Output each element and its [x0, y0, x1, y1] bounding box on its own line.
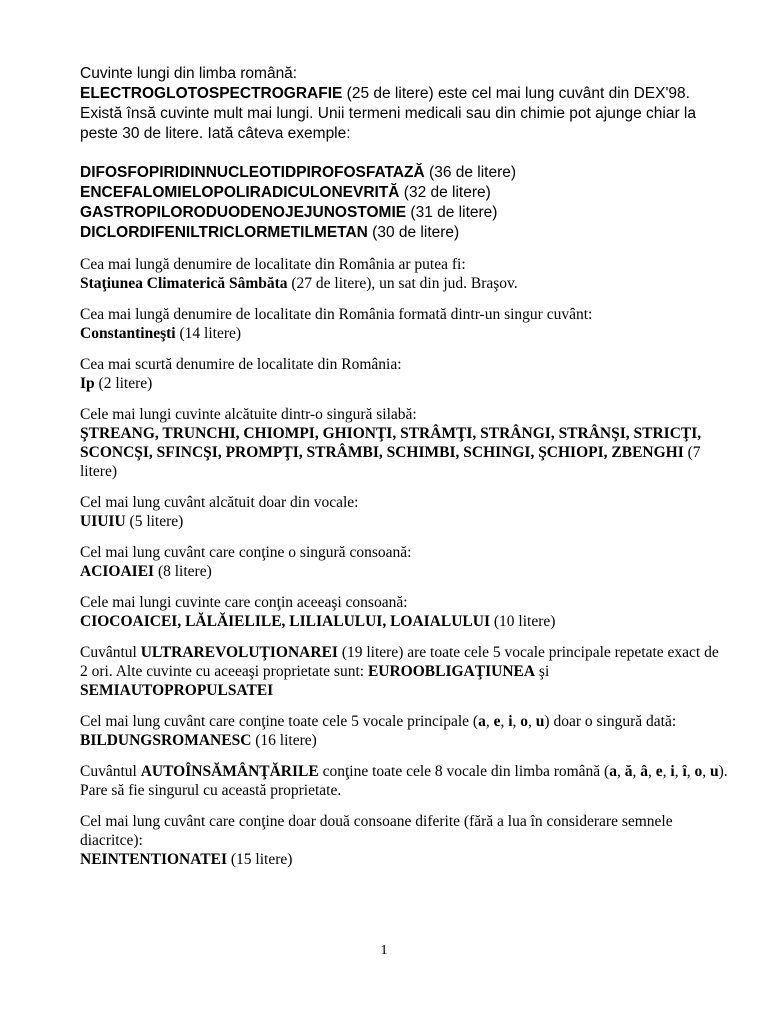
- vowel: ă: [624, 763, 633, 780]
- text: conţine toate cele 8 vocale din limba română (: [318, 763, 610, 780]
- page-number: 1: [380, 943, 388, 958]
- intro-heading: Cuvinte lungi din limba română:: [80, 65, 298, 82]
- vowel: u: [535, 713, 545, 730]
- section-highlight: ULTRAREVOLUŢIONAREI: [140, 644, 338, 661]
- text: Cuvântul: [80, 763, 141, 780]
- intro-paragraph: [80, 64, 730, 144]
- section-intro: Cea mai scurtă denumire de localitate din România:: [80, 356, 402, 373]
- vowel: e: [493, 713, 501, 730]
- section-detail: (10 litere): [490, 613, 556, 630]
- section-highlight: AUTOÎNSĂMÂNŢĂRILE: [140, 763, 319, 780]
- section-five-vowels: Cel mai lung cuvânt care conţine toate cele 5 vocale principale (a, e, i, o, u) doar o singură dată: BILDUNGSROMANESC (16 litere): [80, 713, 677, 749]
- section-only-vowels: [80, 493, 730, 531]
- section-highlight: Constantineşti: [80, 325, 176, 342]
- section-eight-vowels: Cuvântul AUTOÎNSĂMÂNŢĂRILE conţine toate cele 8 vocale din limba română (a, ă, â, e, i, î, o, u). Pare să fie singurul cu această proprietate.: [80, 763, 728, 799]
- vowel: â: [640, 763, 648, 780]
- section-intro: Cel mai lung cuvânt care conţine o singură consoană:: [80, 544, 412, 561]
- section-detail: (16 litere): [251, 732, 317, 749]
- section-detail: (14 litere): [175, 325, 242, 342]
- letter-count: (36 de litere): [424, 164, 517, 181]
- section-detail: (5 litere): [125, 513, 184, 530]
- letter-count: (32 de litere): [399, 184, 491, 201]
- section-highlight: CIOCOAICEI, LĂLĂIELILE, LILIALULUI, LOAIALULUI: [80, 613, 490, 630]
- list-item: [80, 203, 730, 223]
- vowel: o: [694, 763, 703, 780]
- section-highlight: Ip: [80, 375, 95, 392]
- section-one-consonant: [80, 543, 730, 581]
- section-highlight: EUROOBLIGAŢIUNEA: [367, 663, 536, 680]
- vowel: a: [609, 763, 617, 780]
- list-item: [80, 183, 730, 203]
- section-intro: Cele mai lungi cuvinte care conţin aceeaşi consoană:: [80, 594, 408, 611]
- section-ultrarevolutionarei: [80, 643, 730, 700]
- long-words-list: [80, 163, 730, 243]
- section-highlight: BILDUNGSROMANESC: [80, 732, 252, 749]
- vowel: u: [710, 763, 719, 780]
- text: Cuvântul: [80, 644, 141, 661]
- section-same-consonant: [80, 593, 730, 631]
- section-highlight: UIUIU: [80, 513, 126, 530]
- section-highlight: ŞTREANG, TRUNCHI, CHIOMPI, GHIONŢI, STRÂMŢI, STRÂNGI, STRÂNŞI, STRICŢI, SCONCŞI, SFINCŞI, PROMPŢI, STRÂMBI, SCHIMBI, SCHINGI, ŞCHIOPI, ZBENGHI: [80, 425, 702, 461]
- section-two-consonants: [80, 812, 730, 869]
- section-intro: Cea mai lungă denumire de localitate din România ar putea fi:: [80, 256, 466, 273]
- text: (19 litere) are toate cele 5 vocale principale repetate exact de 2 ori. Alte cuvinte cu aceeaşi proprietate sunt:: [80, 644, 719, 680]
- intro-text: (25 de litere) este cel mai lung cuvânt din DEX'98. Există însă cuvinte mult mai lungi. Unii termeni medicali sau din chimie pot ajunge chiar la peste 30 de litere. Iată câteva exemple:: [80, 85, 696, 142]
- word: DICLORDIFENILTRICLORMETILMETAN: [80, 224, 368, 241]
- section-intro: Cele mai lungi cuvinte alcătuite dintr-o singură silabă:: [80, 406, 417, 423]
- section-detail: (15 litere): [227, 851, 293, 868]
- section-highlight: SEMIAUTOPROPULSATEI: [80, 682, 274, 699]
- text: şi: [535, 663, 550, 680]
- section-detail: (7 litere): [80, 444, 701, 480]
- section-detail: (27 de litere), un sat din jud. Braşov.: [287, 275, 518, 292]
- vowel: e: [655, 763, 663, 780]
- section-intro: Cel mai lung cuvânt alcătuit doar din vocale:: [80, 494, 359, 511]
- word: GASTROPILORODUODENOJEJUNOSTOMIE: [80, 204, 407, 221]
- vowel: a: [478, 713, 486, 730]
- word: ENCEFALOMIELOPOLIRADICULONEVRITĂ: [80, 184, 400, 201]
- text: ). Pare să fie singurul cu această proprietate.: [80, 763, 728, 799]
- section-highlight: NEINTENTIONATEI: [80, 851, 228, 868]
- section-intro: Cea mai lungă denumire de localitate din România formată dintr-un singur cuvânt:: [80, 306, 593, 323]
- text: Cel mai lung cuvânt care conţine toate cele 5 vocale principale (: [80, 713, 479, 730]
- vowel: î: [682, 763, 687, 780]
- section-highlight: Staţiunea Climaterică Sâmbăta: [80, 275, 288, 292]
- section-detail: (2 litere): [94, 375, 153, 392]
- section-longest-locality: [80, 255, 730, 293]
- section-highlight: ACIOAIEI: [80, 563, 155, 580]
- section-shortest-locality: [80, 355, 730, 393]
- text: ) doar o singură dată:: [544, 713, 677, 730]
- word: DIFOSFOPIRIDINNUCLEOTIDPIROFOSFATAZĂ: [80, 164, 425, 181]
- letter-count: (30 de litere): [367, 224, 460, 241]
- section-one-syllable: [80, 405, 730, 481]
- section-intro: Cel mai lung cuvânt care conţine doar două consoane diferite (fără a lua în considerare semnele diacritce):: [80, 813, 673, 849]
- section-longest-single-word-locality: [80, 305, 730, 343]
- section-detail: (8 litere): [154, 563, 212, 580]
- vowel: i: [670, 763, 675, 780]
- longest-dex-word: ELECTROGLOTOSPECTROGRAFIE: [80, 85, 343, 102]
- vowel: i: [508, 713, 513, 730]
- document-page: [80, 64, 730, 869]
- vowel: o: [520, 713, 529, 730]
- letter-count: (31 de litere): [406, 204, 498, 221]
- list-item: [80, 163, 730, 183]
- list-item: [80, 223, 730, 243]
